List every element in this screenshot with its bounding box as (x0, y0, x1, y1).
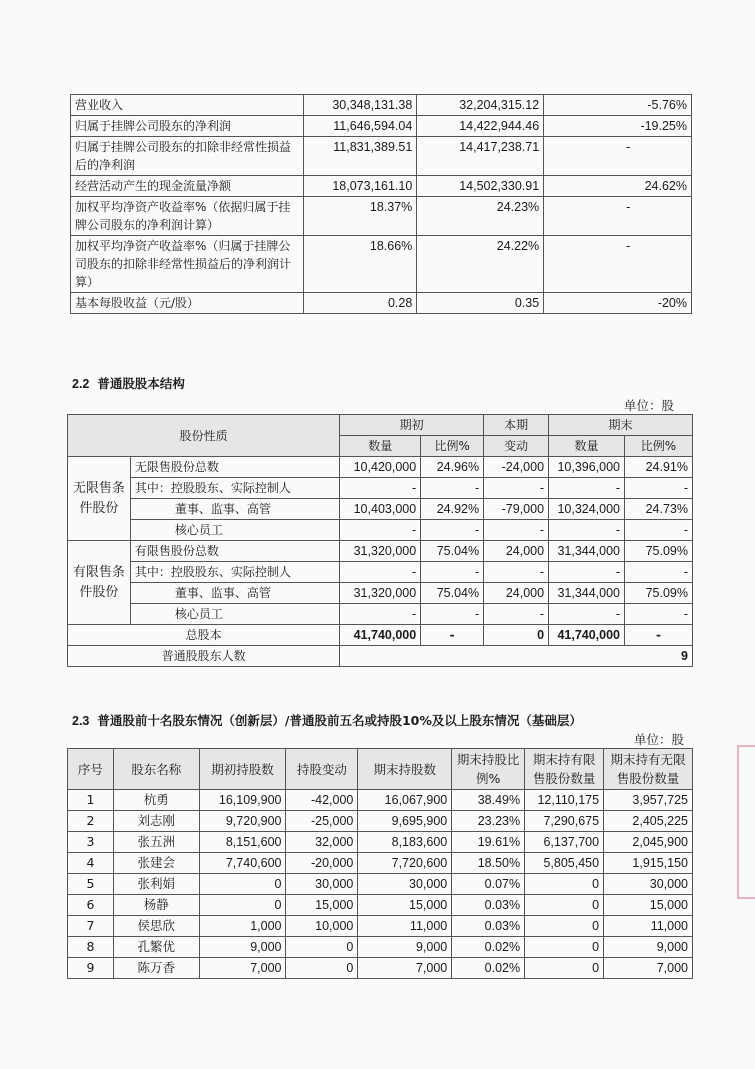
row-label: 有限售股份总数 (130, 541, 339, 562)
row-label: 归属于挂牌公司股东的扣除非经常性损益后的净利润 (71, 137, 304, 176)
column-header: 期末持有无限售股份数量 (604, 749, 693, 790)
end-shares: 7,000 (358, 958, 452, 979)
end-ratio: 0.07% (452, 874, 525, 895)
end-ratio: 24.91% (625, 457, 693, 478)
table-row (68, 811, 693, 832)
share-structure-table (67, 414, 693, 667)
end-shares: 30,000 (358, 874, 452, 895)
share-change: 10,000 (286, 916, 358, 937)
total-end-qty: 41,740,000 (549, 625, 625, 646)
table-row (68, 562, 693, 583)
holder-name: 杭勇 (113, 790, 199, 811)
column-header: 持股变动 (286, 749, 358, 790)
begin-qty: - (340, 520, 421, 541)
change-qty: - (484, 520, 549, 541)
row-label: 经营活动产生的现金流量净额 (71, 176, 304, 197)
header-begin: 期初 (340, 415, 484, 436)
begin-ratio: - (421, 562, 484, 583)
table-row (68, 478, 693, 499)
change-qty: 24,000 (484, 541, 549, 562)
restricted-shares: 0 (525, 937, 604, 958)
current-value: 18,073,161.10 (304, 176, 417, 197)
begin-ratio: - (421, 520, 484, 541)
change-value: 24.62% (544, 176, 692, 197)
holder-name: 刘志刚 (113, 811, 199, 832)
section-number: 2.2 (72, 377, 90, 391)
begin-shares: 7,000 (199, 958, 286, 979)
total-change: 0 (484, 625, 549, 646)
row-label: 加权平均净资产收益率%（归属于挂牌公司股东的扣除非经常性损益后的净利润计算） (71, 236, 304, 293)
end-qty: 10,396,000 (549, 457, 625, 478)
share-change: 32,000 (286, 832, 358, 853)
table-row (71, 236, 692, 293)
column-header: 股东名称 (113, 749, 199, 790)
header-change: 本期 (484, 415, 549, 436)
end-shares: 8,183,600 (358, 832, 452, 853)
restricted-shares: 6,137,700 (525, 832, 604, 853)
rank: 2 (68, 811, 114, 832)
row-label: 核心员工 (130, 520, 339, 541)
row-label: 董事、监事、高管 (130, 499, 339, 520)
group-label: 无限售条件股份 (68, 457, 131, 541)
table-row (71, 197, 692, 236)
top-holders-table (67, 748, 693, 979)
rank: 3 (68, 832, 114, 853)
begin-ratio: - (421, 604, 484, 625)
begin-shares: 0 (199, 874, 286, 895)
rank: 6 (68, 895, 114, 916)
end-qty: 31,344,000 (549, 541, 625, 562)
share-change: -25,000 (286, 811, 358, 832)
end-shares: 9,695,900 (358, 811, 452, 832)
row-label: 核心员工 (130, 604, 339, 625)
column-header: 期末持股比例% (452, 749, 525, 790)
restricted-shares: 0 (525, 916, 604, 937)
table-row (71, 176, 692, 197)
holders-table-body (68, 790, 693, 979)
section-title: 普通股股本结构 (97, 376, 185, 391)
end-ratio: 75.09% (625, 583, 693, 604)
holder-name: 侯思欣 (113, 916, 199, 937)
previous-value: 24.23% (417, 197, 544, 236)
restricted-shares: 0 (525, 895, 604, 916)
restricted-shares: 12,110,175 (525, 790, 604, 811)
row-label: 无限售股份总数 (130, 457, 339, 478)
rank: 8 (68, 937, 114, 958)
seal-stamp-fragment (737, 745, 755, 899)
unrestricted-shares: 3,957,725 (604, 790, 693, 811)
row-label: 营业收入 (71, 95, 304, 116)
end-qty: - (549, 562, 625, 583)
previous-value: 14,502,330.91 (417, 176, 544, 197)
begin-shares: 8,151,600 (199, 832, 286, 853)
table-row (68, 541, 693, 562)
previous-value: 32,204,315.12 (417, 95, 544, 116)
header-end: 期末 (549, 415, 693, 436)
share-change: -20,000 (286, 853, 358, 874)
begin-shares: 9,720,900 (199, 811, 286, 832)
financial-table-body (71, 95, 692, 314)
restricted-shares: 0 (525, 874, 604, 895)
holders-header-row (68, 749, 693, 790)
section-2-2-title (72, 374, 185, 392)
table-row (68, 832, 693, 853)
total-begin-qty: 41,740,000 (340, 625, 421, 646)
begin-qty: 31,320,000 (340, 583, 421, 604)
unit-label: 单位：股 (624, 398, 675, 413)
end-qty: - (549, 604, 625, 625)
end-shares: 9,000 (358, 937, 452, 958)
end-ratio: 24.73% (625, 499, 693, 520)
row-label: 其中：控股股东、实际控制人 (130, 562, 339, 583)
table-row (71, 95, 692, 116)
change-qty: -79,000 (484, 499, 549, 520)
unrestricted-shares: 15,000 (604, 895, 693, 916)
begin-shares: 16,109,900 (199, 790, 286, 811)
total-begin-ratio: - (421, 625, 484, 646)
begin-ratio: 75.04% (421, 583, 484, 604)
current-value: 18.66% (304, 236, 417, 293)
unrestricted-shares: 2,405,225 (604, 811, 693, 832)
table-row (68, 520, 693, 541)
table-row (68, 958, 693, 979)
table-row (68, 604, 693, 625)
end-ratio: 0.02% (452, 958, 525, 979)
unrestricted-shares: 9,000 (604, 937, 693, 958)
share-change: 0 (286, 958, 358, 979)
column-header: 期末持股数 (358, 749, 452, 790)
group-label: 有限售条件股份 (68, 541, 131, 625)
current-value: 11,646,594.04 (304, 116, 417, 137)
change-qty: -24,000 (484, 457, 549, 478)
begin-ratio: - (421, 478, 484, 499)
current-value: 30,348,131.38 (304, 95, 417, 116)
current-value: 18.37% (304, 197, 417, 236)
end-ratio: - (625, 520, 693, 541)
unrestricted-shares: 11,000 (604, 916, 693, 937)
header-qty: 数量 (340, 436, 421, 457)
table-row (68, 895, 693, 916)
row-label: 其中：控股股东、实际控制人 (130, 478, 339, 499)
begin-shares: 7,740,600 (199, 853, 286, 874)
share-table-body (68, 457, 693, 667)
change-value: - (544, 236, 692, 293)
current-value: 0.28 (304, 293, 417, 314)
end-ratio: 23.23% (452, 811, 525, 832)
holders-count-row (68, 646, 693, 667)
rank: 1 (68, 790, 114, 811)
table-row (68, 583, 693, 604)
end-qty: 10,324,000 (549, 499, 625, 520)
table-row (68, 853, 693, 874)
unrestricted-shares: 2,045,900 (604, 832, 693, 853)
previous-value: 24.22% (417, 236, 544, 293)
row-label: 归属于挂牌公司股东的净利润 (71, 116, 304, 137)
share-change: 15,000 (286, 895, 358, 916)
header-nature: 股份性质 (68, 415, 340, 457)
begin-qty: - (340, 604, 421, 625)
holder-name: 孔繁优 (113, 937, 199, 958)
change-qty: - (484, 562, 549, 583)
end-ratio: 0.03% (452, 916, 525, 937)
header-qty-2: 数量 (549, 436, 625, 457)
unrestricted-shares: 30,000 (604, 874, 693, 895)
begin-ratio: 24.92% (421, 499, 484, 520)
previous-value: 14,422,944.46 (417, 116, 544, 137)
change-qty: - (484, 604, 549, 625)
change-value: - (544, 197, 692, 236)
restricted-shares: 7,290,675 (525, 811, 604, 832)
begin-qty: 10,420,000 (340, 457, 421, 478)
header-ratio: 比例% (421, 436, 484, 457)
share-change: 30,000 (286, 874, 358, 895)
end-ratio: 75.09% (625, 541, 693, 562)
total-label: 总股本 (68, 625, 340, 646)
holder-name: 陈万香 (113, 958, 199, 979)
rank: 4 (68, 853, 114, 874)
rank: 9 (68, 958, 114, 979)
begin-shares: 1,000 (199, 916, 286, 937)
table-row (68, 457, 693, 478)
end-ratio: - (625, 562, 693, 583)
begin-qty: - (340, 478, 421, 499)
end-shares: 11,000 (358, 916, 452, 937)
begin-ratio: 24.96% (421, 457, 484, 478)
table-row (68, 937, 693, 958)
header-change-2: 变动 (484, 436, 549, 457)
change-value: -5.76% (544, 95, 692, 116)
end-ratio: 0.02% (452, 937, 525, 958)
change-value: -20% (544, 293, 692, 314)
end-shares: 16,067,900 (358, 790, 452, 811)
section-title: 普通股前十名股东情况（创新层）/普通股前五名或持股10%及以上股东情况（基础层） (97, 713, 582, 728)
change-qty: 24,000 (484, 583, 549, 604)
unrestricted-shares: 7,000 (604, 958, 693, 979)
row-label: 加权平均净资产收益率%（依据归属于挂牌公司股东的净利润计算） (71, 197, 304, 236)
unrestricted-shares: 1,915,150 (604, 853, 693, 874)
begin-qty: - (340, 562, 421, 583)
total-row (68, 625, 693, 646)
change-value: -19.25% (544, 116, 692, 137)
rank: 5 (68, 874, 114, 895)
end-shares: 7,720,600 (358, 853, 452, 874)
begin-qty: 31,320,000 (340, 541, 421, 562)
unit-label: 单位：股 (634, 732, 685, 747)
end-qty: - (549, 478, 625, 499)
restricted-shares: 5,805,450 (525, 853, 604, 874)
table-row (71, 137, 692, 176)
begin-ratio: 75.04% (421, 541, 484, 562)
holders-count-value: 9 (340, 646, 693, 667)
end-ratio: - (625, 604, 693, 625)
holder-name: 张建会 (113, 853, 199, 874)
rank: 7 (68, 916, 114, 937)
column-header: 序号 (68, 749, 114, 790)
end-ratio: - (625, 478, 693, 499)
total-end-ratio: - (625, 625, 693, 646)
financial-indicators-table (70, 94, 692, 314)
table-row (71, 116, 692, 137)
begin-qty: 10,403,000 (340, 499, 421, 520)
row-label: 基本每股收益（元/股） (71, 293, 304, 314)
end-qty: 31,344,000 (549, 583, 625, 604)
holder-name: 张五洲 (113, 832, 199, 853)
holder-name: 张利娟 (113, 874, 199, 895)
table-row (68, 499, 693, 520)
current-value: 11,831,389.51 (304, 137, 417, 176)
end-ratio: 38.49% (452, 790, 525, 811)
section-2-3-title (72, 711, 582, 729)
share-change: -42,000 (286, 790, 358, 811)
holder-name: 杨静 (113, 895, 199, 916)
header-ratio-2: 比例% (625, 436, 693, 457)
holders-count-label: 普通股股东人数 (68, 646, 340, 667)
column-header: 期末持有限售股份数量 (525, 749, 604, 790)
previous-value: 14,417,238.71 (417, 137, 544, 176)
end-ratio: 0.03% (452, 895, 525, 916)
end-ratio: 18.50% (452, 853, 525, 874)
column-header: 期初持股数 (199, 749, 286, 790)
table-row (68, 790, 693, 811)
begin-shares: 0 (199, 895, 286, 916)
begin-shares: 9,000 (199, 937, 286, 958)
change-value: - (544, 137, 692, 176)
end-qty: - (549, 520, 625, 541)
restricted-shares: 0 (525, 958, 604, 979)
previous-value: 0.35 (417, 293, 544, 314)
end-ratio: 19.61% (452, 832, 525, 853)
change-qty: - (484, 478, 549, 499)
share-change: 0 (286, 937, 358, 958)
section-number: 2.3 (72, 714, 90, 728)
table-row (68, 874, 693, 895)
table-row (68, 916, 693, 937)
end-shares: 15,000 (358, 895, 452, 916)
table-row (71, 293, 692, 314)
row-label: 董事、监事、高管 (130, 583, 339, 604)
